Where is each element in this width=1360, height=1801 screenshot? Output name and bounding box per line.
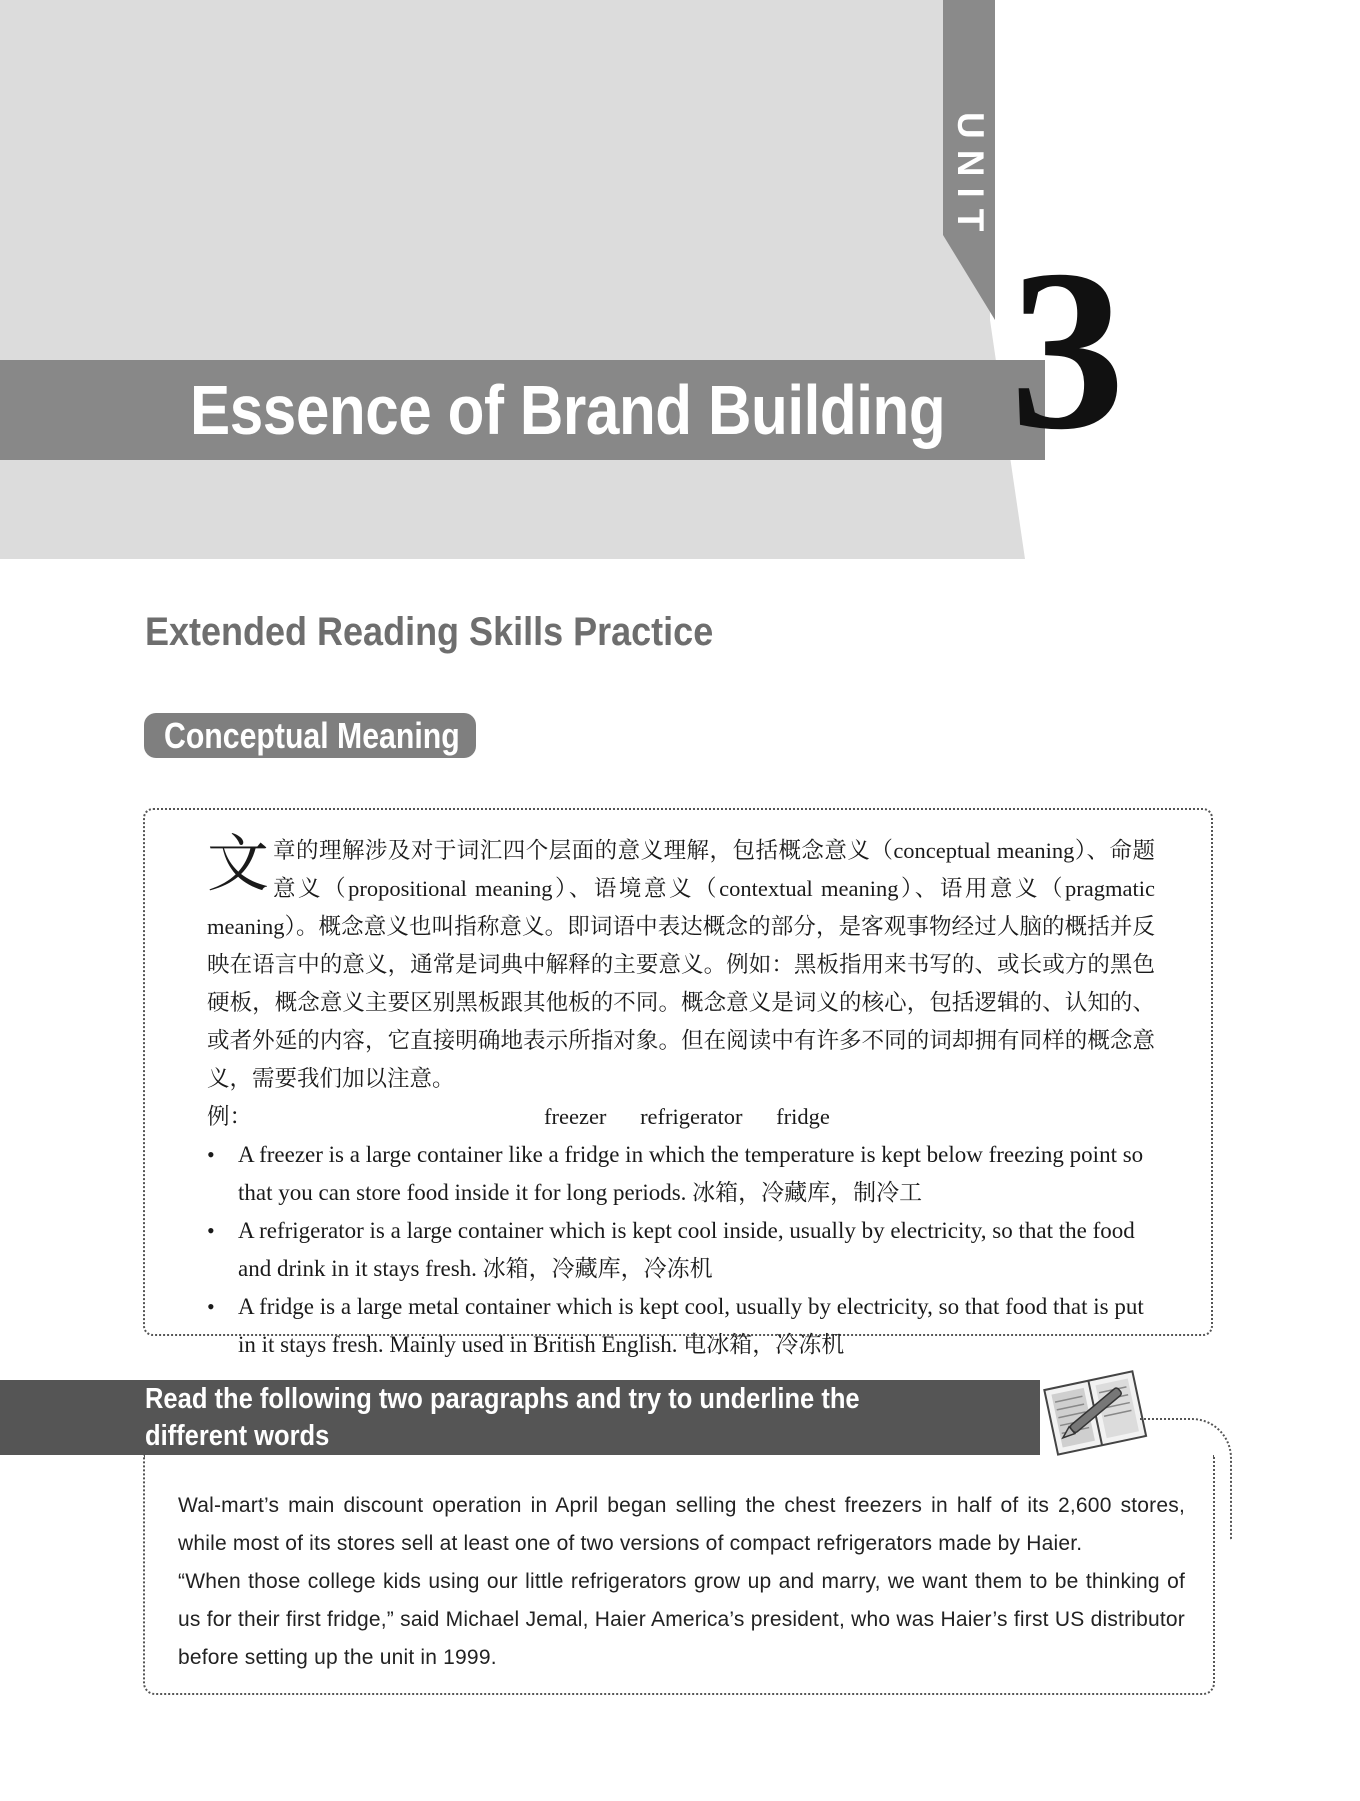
drop-cap: 文 [207, 831, 270, 899]
subsection-title: Conceptual Meaning [164, 715, 460, 756]
instruction-line: Read the following two paragraphs and try to underline the different words [145, 1383, 860, 1452]
concept-intro [207, 832, 1155, 1098]
section-title: Extended Reading Skills Practice [145, 610, 714, 654]
definition-item: • A freezer is a large container like a fridge in which the temperature is kept below freezing point so that you can store food inside it for long periods. 冰箱，冷藏库，制冷工 [207, 1136, 1155, 1212]
intro-text: 章的理解涉及对于词汇四个层面的意义理解，包括概念意义（conceptual meaning）、命题意义（propositional meaning）、语境意义（contextual meaning）、语用意义（pragmatic meaning）。概念意义也叫指称意义。即词语中表达概念的部分，是客观事物经过人脑的概括并反映在语言中的意义，通常是词典中解释的主要意义。例如：黑板指用来书写的、或长或方的黑色硬板，概念意义主要区别黑板跟其他板的不同。概念意义是词义的核心，包括逻辑的、认知的、或者外延的内容，它直接明确地表示所指对象。但在阅读中有许多不同的词却拥有同样的概念意义，需要我们加以注意。 [207, 838, 1155, 1091]
example-word: fridge [776, 1104, 830, 1129]
example-row [207, 1098, 1155, 1136]
reading-paragraph: “When those college kids using our little refrigerators grow up and marry, we want them to be thinking of us for their first fridge,” said Michael Jemal, Haier America’s president, who was Haier’s first US distributor before setting up the unit in 1999. [178, 1570, 1185, 1669]
definition-list [207, 1136, 1155, 1364]
example-word: freezer [544, 1104, 607, 1129]
page-title: Essence of Brand Building [190, 371, 946, 449]
unit-number: 3 [1010, 222, 1125, 477]
example-label: 例： [207, 1104, 253, 1129]
reading-passage [178, 1487, 1185, 1677]
instruction-line: which have the same conceptual meaning. [145, 1457, 662, 1489]
notebook-pen-icon [1036, 1362, 1154, 1462]
header-background [0, 0, 1025, 559]
definition-item: • A refrigerator is a large container which is kept cool inside, usually by electricity, so that the food and drink in it stays fresh. 冰箱，冷藏库，冷冻机 [207, 1212, 1155, 1288]
unit-label: UNIT [950, 112, 991, 243]
concept-content [207, 832, 1155, 1364]
definition-item: • A fridge is a large metal container which is kept cool, usually by electricity, so that food that is put in it stays fresh. Mainly used in British English. 电冰箱，冷冻机 [207, 1288, 1155, 1364]
reading-paragraph: Wal-mart’s main discount operation in April began selling the chest freezers in half of its 2,600 stores, while most of its stores sell at least one of two versions of compact refrigerators made by Haier. [178, 1494, 1185, 1555]
example-words [544, 1098, 852, 1136]
example-word: refrigerator [640, 1104, 743, 1129]
